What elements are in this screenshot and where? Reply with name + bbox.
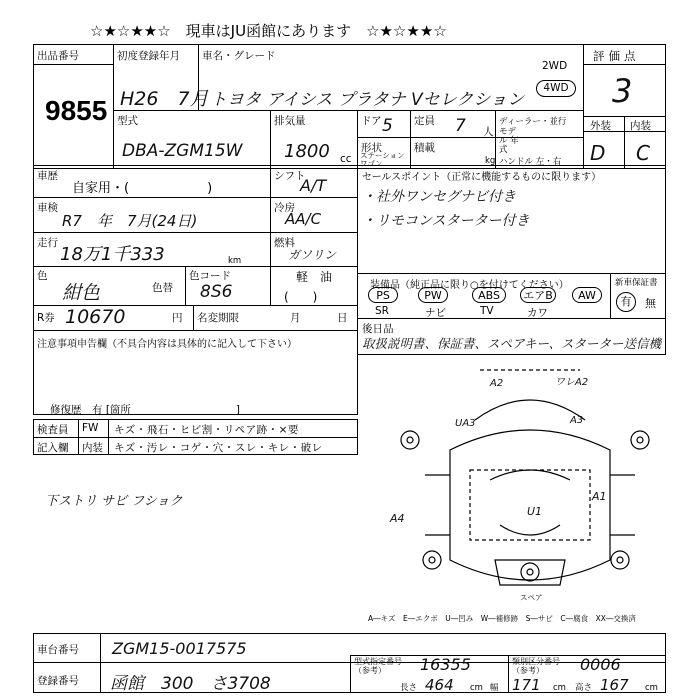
fw-items: キズ・飛石・ヒビ割・リペア跡・×要 [114, 424, 299, 436]
fuel-value1: ガソリン [288, 248, 337, 262]
vehicle-damage-diagram [380, 360, 680, 610]
sales-point1: ・社外ワンセグナビ付き [362, 189, 516, 205]
color-code-value: 8S6 [200, 282, 233, 302]
first-reg-value: H26 7月 [120, 88, 209, 110]
exterior-value: D [590, 141, 606, 165]
disp-label: 排気量 [274, 115, 306, 127]
diag-label-ua3: UA3 [455, 418, 476, 429]
load-label: 積載 [414, 142, 435, 154]
recycle-label: R券 [37, 312, 55, 324]
inspect-value: R7 年 7月(24日) [62, 212, 198, 230]
fw-key: FW [82, 422, 99, 434]
banner: ☆★☆★★☆ 現車はJU函館にあります ☆★☆★★☆ [90, 22, 447, 40]
diag-label-a2: A2 [490, 378, 504, 389]
chassis-label: 車台番号 [37, 644, 79, 656]
equip-sr: SR [375, 305, 389, 317]
length-label: 長さ [400, 683, 418, 693]
interior-key: 内装 [82, 442, 103, 454]
notes-label: 注意事項申告欄（不具合内容は具体的に記入して下さい） [37, 339, 297, 350]
height-value: 167 [600, 676, 629, 694]
shift-value: A/T [300, 176, 327, 195]
handwritten-note: 下ストリ サビ フショク [45, 494, 183, 509]
height-unit: cm [645, 683, 658, 693]
sales-label: セールスポイント（正常に機能するものに限ります） [362, 172, 602, 183]
disp-value: 1800 [284, 141, 330, 162]
handle-label: ハンドル 左・右 [499, 157, 562, 167]
equip-navi: ナビ [425, 307, 446, 319]
height-label: 高さ [575, 683, 593, 693]
recycle-value: 10670 [65, 306, 126, 328]
diag-label-ware-a2: ワレA2 [555, 377, 589, 388]
lot-label: 出品番号 [37, 50, 79, 62]
drive-2wd: 2WD [542, 60, 568, 72]
inspector-label1: 検査員 [37, 424, 69, 436]
equip-tv: TV [480, 305, 494, 317]
diag-label-a4: A4 [390, 512, 405, 525]
capacity-unit: 人 [483, 126, 494, 138]
interior-value: C [636, 141, 650, 165]
doors-label: ドア [361, 115, 382, 127]
type-label: 型式 [117, 115, 138, 127]
first-reg-label: 初度登録年月 [117, 50, 180, 62]
fuel-label: 燃料 [274, 237, 295, 249]
diag-label-a3: A3 [570, 415, 584, 426]
lot-number: 9855 [45, 95, 108, 126]
after-value: 取扱説明書、保証書、スペアキー、スターター送信機 [362, 336, 662, 351]
mileage-unit: km [228, 256, 242, 266]
warranty-yes: 有 [616, 292, 636, 312]
repair-label: 修復歴 有 [箇所 ] [50, 404, 241, 416]
doors-value: 5 [382, 116, 393, 136]
inspect-label: 車検 [37, 202, 58, 214]
chassis-value: ZGM15-0017575 [112, 639, 247, 658]
type-value: DBA-ZGM15W [122, 141, 243, 161]
warranty-no: 無 [645, 297, 656, 310]
shift-label: シフト [274, 170, 306, 182]
class-value: 0006 [580, 655, 621, 674]
reg-label: 登録番号 [37, 675, 79, 687]
interior-label: 内装 [630, 120, 651, 132]
diag-label-spare: スペア [520, 593, 543, 602]
disp-unit: cc [340, 153, 352, 165]
color-label: 色 [37, 270, 48, 282]
score-label: 評価点 [593, 49, 640, 63]
diagram-legend: A―キズ E―エクボ U―凹み W―補修跡 S―サビ C―腐食 XX―交換済 [368, 614, 636, 623]
ac-value: AA/C [285, 210, 322, 228]
drive-4wd: 4WD [536, 80, 576, 97]
shape-label: 形状 [361, 142, 382, 154]
type-designation-label: 型式指定番号（参考） [354, 657, 402, 675]
month-label: 月 [290, 312, 301, 324]
width-value: 171 [512, 676, 541, 694]
day-label: 日 [337, 312, 348, 324]
history-label: 車歴 [37, 170, 58, 182]
diag-label-a1: A1 [592, 490, 607, 503]
capacity-value: 7 [455, 116, 466, 136]
interior-items: キズ・汚レ・コゲ・穴・スレ・キレ・破レ [114, 442, 323, 454]
equip-leather: カワ [527, 307, 548, 319]
equip-aw: AW [572, 287, 602, 303]
class-label: 類別区分番号（参考） [512, 657, 560, 675]
capacity-label: 定員 [414, 115, 435, 127]
equipment-label: 装備品（純正品に限り○を付けてください） [370, 280, 569, 291]
width-unit: cm [553, 683, 566, 693]
new-warranty-label: 新車保証書 [615, 278, 658, 288]
color-code-label: 色コード [189, 270, 231, 282]
model-value: トヨタ アイシス プラタナ Vセレクション [210, 90, 524, 110]
model-label: 車名・グレード [202, 50, 276, 62]
equip-airbag: エアB [520, 287, 556, 303]
mileage-value: 18万1千333 [60, 244, 165, 265]
name-change-label: 名変期限 [197, 312, 239, 324]
shape-value: ステーション ワゴン [360, 151, 405, 168]
width-label: 幅 [490, 683, 499, 693]
dealer-label: ディーラー・並行 [499, 117, 567, 127]
model-year-label: モデル 年式 [499, 127, 519, 155]
reg-value: 函館 300 さ3708 [110, 674, 271, 694]
load-unit: kg [485, 156, 496, 166]
diag-label-u1: U1 [527, 505, 543, 518]
score-value: 3 [612, 72, 633, 110]
exterior-label: 外装 [590, 120, 611, 132]
mileage-label: 走行 [37, 237, 58, 249]
type-designation-value: 16355 [420, 655, 471, 674]
history-value: 自家用・( ) [72, 181, 213, 196]
ac-label: 冷房 [274, 202, 295, 214]
length-unit: cm [470, 683, 483, 693]
recycle-unit: 円 [172, 312, 183, 324]
length-value: 464 [425, 676, 454, 694]
equip-abs: ABS [472, 287, 506, 303]
color-value: 紺色 [62, 282, 101, 304]
fuel-value2: 軽 油 [296, 270, 333, 284]
sales-point2: ・リモコンスターター付き [362, 213, 530, 229]
after-label: 後日品 [362, 323, 394, 335]
equip-pw: PW [418, 287, 448, 303]
color-change-label: 色替 [152, 282, 173, 294]
equip-ps: PS [368, 287, 398, 303]
fuel-value3: ( ) [284, 290, 318, 304]
inspector-label2: 記入欄 [37, 442, 69, 454]
